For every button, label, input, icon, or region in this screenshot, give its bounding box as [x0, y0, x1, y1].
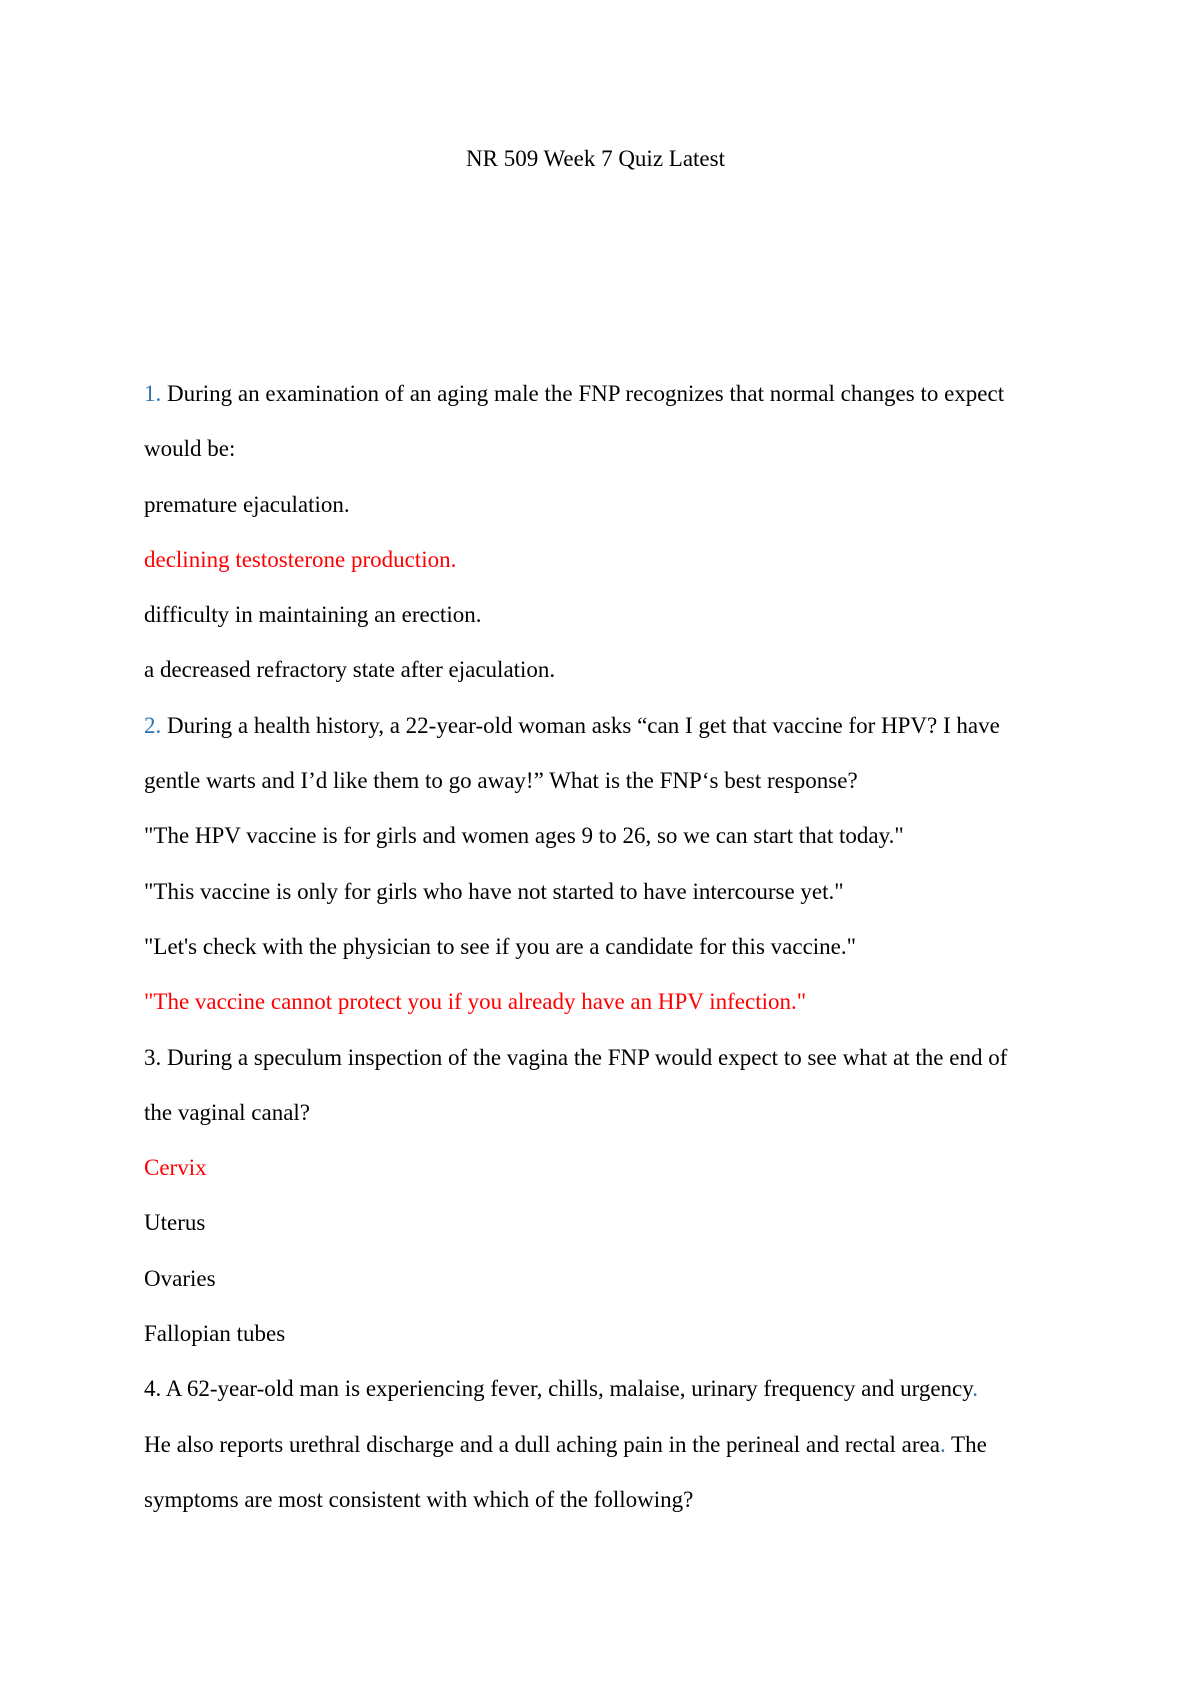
question-1-stem-text-1: During an examination of an aging male the FNP recognizes that normal changes to expect [167, 381, 1005, 406]
question-3-option-c: Ovaries [144, 1265, 216, 1291]
question-3-option-b: Uterus [144, 1210, 206, 1236]
question-2-stem-line-1 [144, 698, 1054, 753]
question-1-stem-line-1 [144, 366, 1054, 421]
question-4-stem-line-1 [144, 1361, 1054, 1416]
question-2-option-a: "The HPV vaccine is for girls and women ages 9 to 26, so we can start that today." [144, 823, 904, 849]
question-3-stem-line-2: the vaginal canal? [144, 1099, 311, 1125]
question-3-number: 3. [144, 1044, 162, 1070]
quiz-body [144, 366, 1054, 1527]
question-4-number: 4. [144, 1376, 162, 1402]
question-3-option-d: Fallopian tubes [144, 1321, 286, 1347]
question-2-option-d-correct: "The vaccine cannot protect you if you already have an HPV infection." [144, 989, 807, 1015]
question-1-option-a: premature ejaculation. [144, 491, 350, 517]
question-3-stem-text-1: During a speculum inspection of the vagina the FNP would expect to see what at the end of [167, 1044, 1008, 1070]
question-1-number: 1. [144, 381, 162, 406]
question-4-stem-text-1: A 62-year-old man is experiencing fever, chills, malaise, urinary frequency and urgency [165, 1376, 973, 1402]
question-1-option-c: difficulty in maintaining an erection. [144, 602, 482, 628]
question-4-stem-period-1: . [972, 1376, 978, 1402]
question-4-stem-text-2: He also reports urethral discharge and a dull aching pain in the perineal and rectal area [144, 1431, 940, 1457]
document-title: NR 509 Week 7 Quiz Latest [466, 146, 725, 171]
question-2-option-b: "This vaccine is only for girls who have not started to have intercourse yet." [144, 878, 844, 904]
question-4-stem-tail: The [945, 1431, 987, 1457]
question-4-stem-line-2 [144, 1417, 1054, 1472]
question-3-stem-line-1 [144, 1030, 1054, 1085]
question-1-stem-line-2: would be: [144, 436, 236, 462]
question-2-stem-line-2: gentle warts and I’d like them to go away!” What is the FNP‘s best response? [144, 768, 858, 794]
question-4-stem-line-3: symptoms are most consistent with which of the following? [144, 1486, 694, 1512]
question-1-option-b-correct: declining testosterone production. [144, 546, 457, 572]
question-2-option-c: "Let's check with the physician to see if you are a candidate for this vaccine." [144, 933, 857, 959]
question-3-option-a-correct: Cervix [144, 1155, 207, 1181]
question-2-stem-text-1: During a health history, a 22-year-old woman asks “can I get that vaccine for HPV? I have [167, 712, 1000, 738]
question-2-number: 2. [144, 712, 162, 738]
question-4-stem-period-2: . [939, 1431, 946, 1457]
question-1-option-d: a decreased refractory state after ejaculation. [144, 657, 556, 683]
